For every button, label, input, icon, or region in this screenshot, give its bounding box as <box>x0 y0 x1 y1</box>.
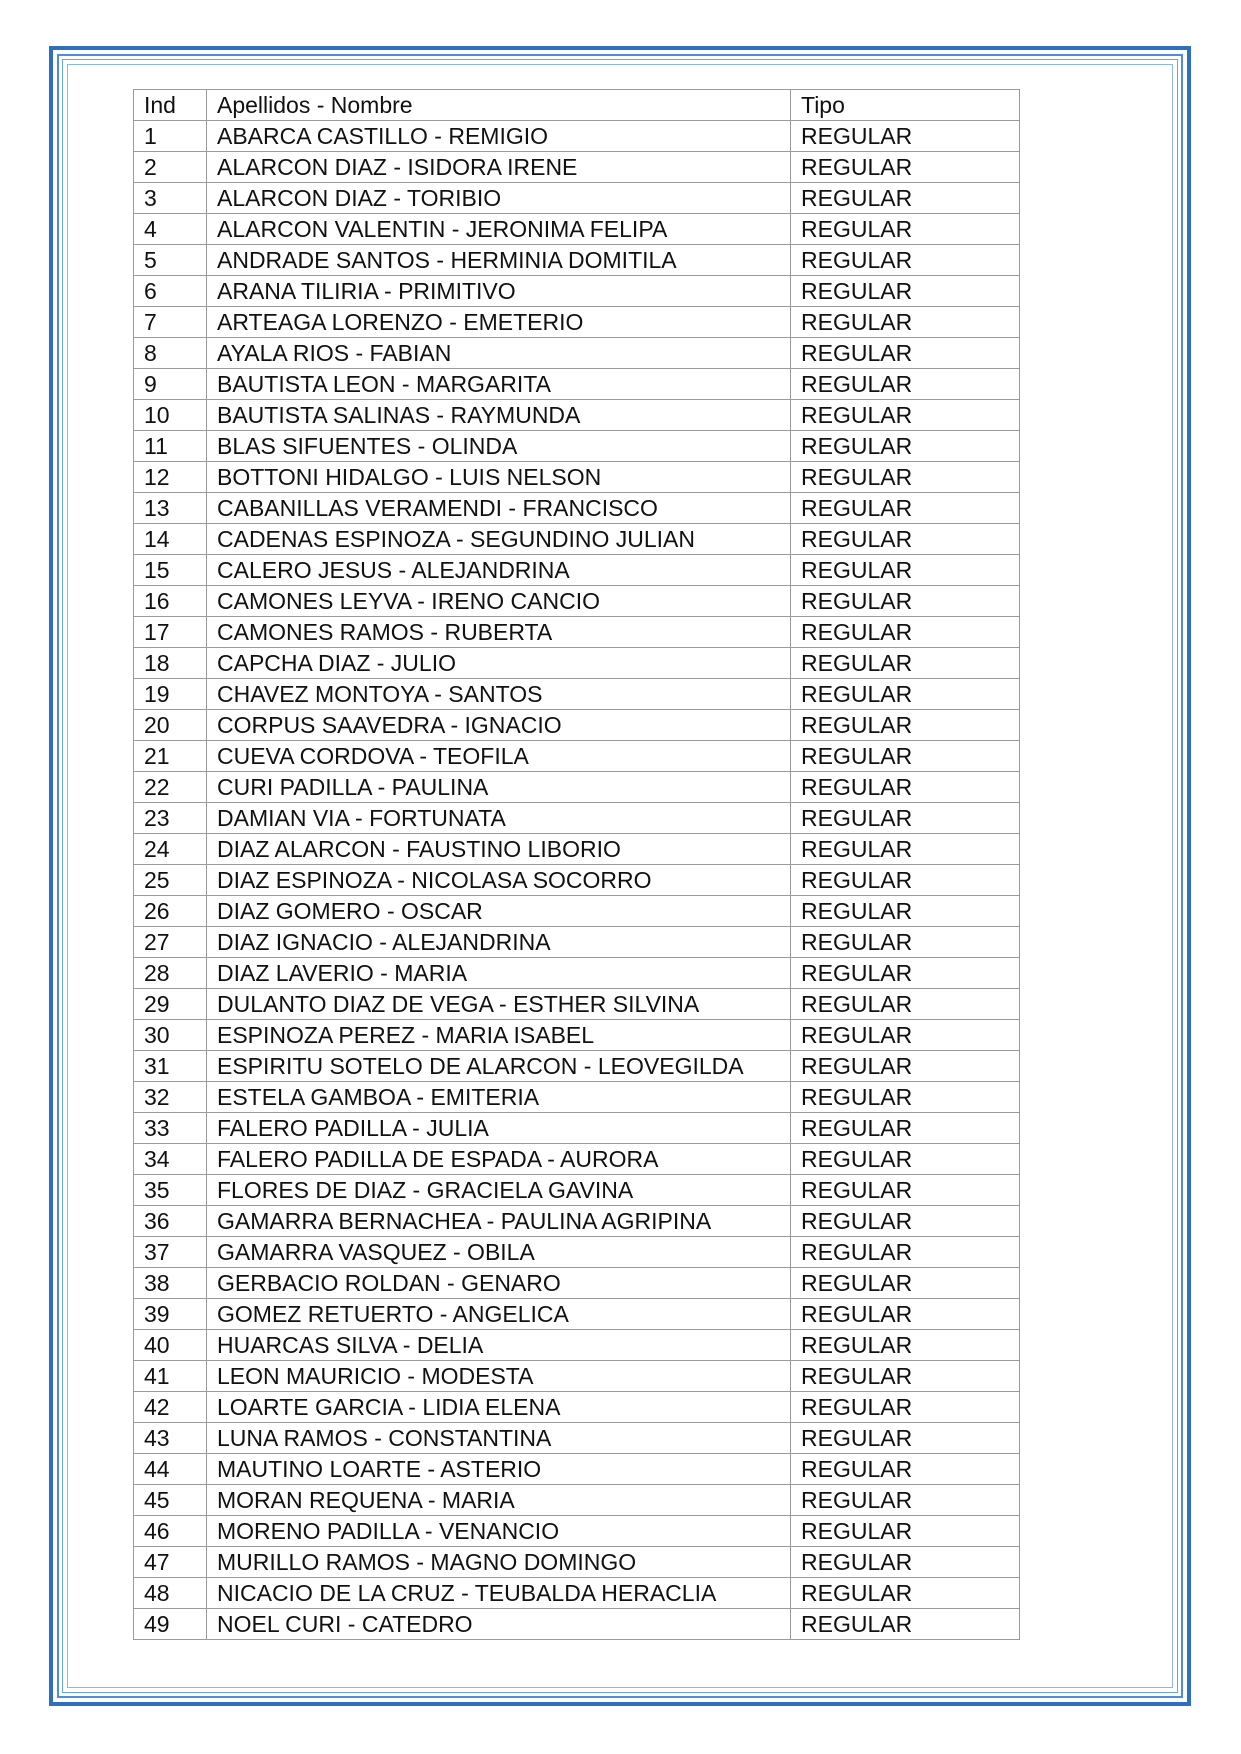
row-tipo: REGULAR <box>791 555 1020 586</box>
row-tipo: REGULAR <box>791 1609 1020 1640</box>
row-index: 42 <box>134 1392 207 1423</box>
row-name: GAMARRA BERNACHEA - PAULINA AGRIPINA <box>207 1206 791 1237</box>
table-row <box>134 400 1020 431</box>
row-name: CALERO JESUS - ALEJANDRINA <box>207 555 791 586</box>
row-name: CAMONES LEYVA - IRENO CANCIO <box>207 586 791 617</box>
row-tipo: REGULAR <box>791 834 1020 865</box>
row-tipo: REGULAR <box>791 245 1020 276</box>
row-tipo: REGULAR <box>791 1330 1020 1361</box>
row-index: 43 <box>134 1423 207 1454</box>
header-tipo: Tipo <box>791 90 1020 121</box>
row-index: 7 <box>134 307 207 338</box>
table-row <box>134 462 1020 493</box>
row-index: 30 <box>134 1020 207 1051</box>
row-tipo: REGULAR <box>791 927 1020 958</box>
table-row <box>134 803 1020 834</box>
table-row <box>134 617 1020 648</box>
table-row <box>134 555 1020 586</box>
row-index: 6 <box>134 276 207 307</box>
row-name: DIAZ LAVERIO - MARIA <box>207 958 791 989</box>
table-row <box>134 1144 1020 1175</box>
row-name: ARTEAGA LORENZO - EMETERIO <box>207 307 791 338</box>
row-name: FLORES DE DIAZ - GRACIELA GAVINA <box>207 1175 791 1206</box>
row-name: MAUTINO LOARTE - ASTERIO <box>207 1454 791 1485</box>
table-row <box>134 1268 1020 1299</box>
row-index: 31 <box>134 1051 207 1082</box>
row-tipo: REGULAR <box>791 679 1020 710</box>
row-name: GERBACIO ROLDAN - GENARO <box>207 1268 791 1299</box>
table-row <box>134 152 1020 183</box>
row-name: BOTTONI HIDALGO - LUIS NELSON <box>207 462 791 493</box>
table-row <box>134 1423 1020 1454</box>
row-name: DIAZ GOMERO - OSCAR <box>207 896 791 927</box>
table-row <box>134 1330 1020 1361</box>
row-name: ALARCON VALENTIN - JERONIMA FELIPA <box>207 214 791 245</box>
table-row <box>134 896 1020 927</box>
row-name: LUNA RAMOS - CONSTANTINA <box>207 1423 791 1454</box>
row-index: 12 <box>134 462 207 493</box>
row-tipo: REGULAR <box>791 1113 1020 1144</box>
table-row <box>134 1547 1020 1578</box>
row-name: ESPINOZA PEREZ - MARIA ISABEL <box>207 1020 791 1051</box>
row-index: 3 <box>134 183 207 214</box>
row-tipo: REGULAR <box>791 1051 1020 1082</box>
row-name: ESPIRITU SOTELO DE ALARCON - LEOVEGILDA <box>207 1051 791 1082</box>
table-row <box>134 1299 1020 1330</box>
row-tipo: REGULAR <box>791 989 1020 1020</box>
row-index: 10 <box>134 400 207 431</box>
table-row <box>134 586 1020 617</box>
row-tipo: REGULAR <box>791 1144 1020 1175</box>
row-index: 13 <box>134 493 207 524</box>
row-name: ARANA TILIRIA - PRIMITIVO <box>207 276 791 307</box>
row-name: DIAZ ALARCON - FAUSTINO LIBORIO <box>207 834 791 865</box>
row-index: 8 <box>134 338 207 369</box>
table-row <box>134 958 1020 989</box>
row-tipo: REGULAR <box>791 586 1020 617</box>
row-tipo: REGULAR <box>791 1206 1020 1237</box>
row-tipo: REGULAR <box>791 524 1020 555</box>
row-index: 35 <box>134 1175 207 1206</box>
row-name: LEON MAURICIO - MODESTA <box>207 1361 791 1392</box>
table-row <box>134 1609 1020 1640</box>
row-name: CHAVEZ MONTOYA - SANTOS <box>207 679 791 710</box>
row-name: BAUTISTA LEON - MARGARITA <box>207 369 791 400</box>
row-index: 2 <box>134 152 207 183</box>
row-tipo: REGULAR <box>791 493 1020 524</box>
row-tipo: REGULAR <box>791 152 1020 183</box>
row-index: 29 <box>134 989 207 1020</box>
row-name: LOARTE GARCIA - LIDIA ELENA <box>207 1392 791 1423</box>
table-header <box>134 90 1020 121</box>
table-row <box>134 1392 1020 1423</box>
row-index: 41 <box>134 1361 207 1392</box>
table-row <box>134 1082 1020 1113</box>
row-tipo: REGULAR <box>791 1392 1020 1423</box>
table-row <box>134 741 1020 772</box>
row-name: CURI PADILLA - PAULINA <box>207 772 791 803</box>
row-index: 28 <box>134 958 207 989</box>
row-tipo: REGULAR <box>791 1299 1020 1330</box>
row-index: 1 <box>134 121 207 152</box>
row-name: ESTELA GAMBOA - EMITERIA <box>207 1082 791 1113</box>
row-index: 44 <box>134 1454 207 1485</box>
table-row <box>134 431 1020 462</box>
row-name: NICACIO DE LA CRUZ - TEUBALDA HERACLIA <box>207 1578 791 1609</box>
row-index: 40 <box>134 1330 207 1361</box>
row-tipo: REGULAR <box>791 1578 1020 1609</box>
row-tipo: REGULAR <box>791 741 1020 772</box>
row-index: 19 <box>134 679 207 710</box>
row-tipo: REGULAR <box>791 1454 1020 1485</box>
row-index: 14 <box>134 524 207 555</box>
row-tipo: REGULAR <box>791 338 1020 369</box>
table-row <box>134 369 1020 400</box>
table-row <box>134 276 1020 307</box>
table-row <box>134 524 1020 555</box>
header-name: Apellidos - Nombre <box>207 90 791 121</box>
row-tipo: REGULAR <box>791 183 1020 214</box>
row-tipo: REGULAR <box>791 276 1020 307</box>
row-index: 9 <box>134 369 207 400</box>
row-index: 16 <box>134 586 207 617</box>
row-tipo: REGULAR <box>791 1175 1020 1206</box>
row-tipo: REGULAR <box>791 1361 1020 1392</box>
row-tipo: REGULAR <box>791 1237 1020 1268</box>
row-name: ALARCON DIAZ - TORIBIO <box>207 183 791 214</box>
row-index: 27 <box>134 927 207 958</box>
row-name: DIAZ ESPINOZA - NICOLASA SOCORRO <box>207 865 791 896</box>
row-tipo: REGULAR <box>791 1547 1020 1578</box>
row-name: CAMONES RAMOS - RUBERTA <box>207 617 791 648</box>
row-index: 47 <box>134 1547 207 1578</box>
row-index: 49 <box>134 1609 207 1640</box>
row-name: HUARCAS SILVA - DELIA <box>207 1330 791 1361</box>
row-tipo: REGULAR <box>791 307 1020 338</box>
row-name: DIAZ IGNACIO - ALEJANDRINA <box>207 927 791 958</box>
row-tipo: REGULAR <box>791 710 1020 741</box>
row-name: GAMARRA VASQUEZ - OBILA <box>207 1237 791 1268</box>
row-index: 26 <box>134 896 207 927</box>
table-row <box>134 245 1020 276</box>
row-index: 15 <box>134 555 207 586</box>
table-row <box>134 865 1020 896</box>
table-row <box>134 772 1020 803</box>
row-tipo: REGULAR <box>791 803 1020 834</box>
row-index: 36 <box>134 1206 207 1237</box>
table-row <box>134 493 1020 524</box>
row-tipo: REGULAR <box>791 1423 1020 1454</box>
header-row <box>134 90 1020 121</box>
row-index: 5 <box>134 245 207 276</box>
table-row <box>134 214 1020 245</box>
row-index: 21 <box>134 741 207 772</box>
header-ind: Ind <box>134 90 207 121</box>
member-table <box>133 89 1020 1640</box>
row-index: 4 <box>134 214 207 245</box>
table-row <box>134 679 1020 710</box>
row-tipo: REGULAR <box>791 648 1020 679</box>
row-tipo: REGULAR <box>791 1516 1020 1547</box>
row-tipo: REGULAR <box>791 865 1020 896</box>
row-name: GOMEZ RETUERTO - ANGELICA <box>207 1299 791 1330</box>
table-row <box>134 121 1020 152</box>
row-tipo: REGULAR <box>791 121 1020 152</box>
row-name: ALARCON DIAZ - ISIDORA IRENE <box>207 152 791 183</box>
row-name: BAUTISTA SALINAS - RAYMUNDA <box>207 400 791 431</box>
row-name: ABARCA CASTILLO - REMIGIO <box>207 121 791 152</box>
row-index: 37 <box>134 1237 207 1268</box>
row-name: CADENAS ESPINOZA - SEGUNDINO JULIAN <box>207 524 791 555</box>
table-row <box>134 1516 1020 1547</box>
row-tipo: REGULAR <box>791 896 1020 927</box>
table-row <box>134 1454 1020 1485</box>
row-index: 25 <box>134 865 207 896</box>
row-index: 17 <box>134 617 207 648</box>
row-name: CUEVA CORDOVA - TEOFILA <box>207 741 791 772</box>
row-index: 24 <box>134 834 207 865</box>
table-row <box>134 1206 1020 1237</box>
row-tipo: REGULAR <box>791 1020 1020 1051</box>
row-tipo: REGULAR <box>791 400 1020 431</box>
row-tipo: REGULAR <box>791 431 1020 462</box>
table-row <box>134 338 1020 369</box>
row-name: FALERO PADILLA DE ESPADA - AURORA <box>207 1144 791 1175</box>
table-row <box>134 1175 1020 1206</box>
row-name: MORENO PADILLA - VENANCIO <box>207 1516 791 1547</box>
row-index: 20 <box>134 710 207 741</box>
row-tipo: REGULAR <box>791 369 1020 400</box>
row-index: 11 <box>134 431 207 462</box>
table-row <box>134 1485 1020 1516</box>
row-tipo: REGULAR <box>791 214 1020 245</box>
row-tipo: REGULAR <box>791 1082 1020 1113</box>
row-index: 38 <box>134 1268 207 1299</box>
row-index: 22 <box>134 772 207 803</box>
row-name: NOEL CURI - CATEDRO <box>207 1609 791 1640</box>
table-row <box>134 183 1020 214</box>
row-name: ANDRADE SANTOS - HERMINIA DOMITILA <box>207 245 791 276</box>
row-name: AYALA RIOS - FABIAN <box>207 338 791 369</box>
table-row <box>134 989 1020 1020</box>
row-name: CAPCHA DIAZ - JULIO <box>207 648 791 679</box>
row-name: DULANTO DIAZ DE VEGA - ESTHER SILVINA <box>207 989 791 1020</box>
table-body <box>134 121 1020 1640</box>
row-tipo: REGULAR <box>791 617 1020 648</box>
row-tipo: REGULAR <box>791 462 1020 493</box>
table-row <box>134 1113 1020 1144</box>
table-row <box>134 834 1020 865</box>
table-row <box>134 1361 1020 1392</box>
table-row <box>134 648 1020 679</box>
row-index: 39 <box>134 1299 207 1330</box>
row-index: 46 <box>134 1516 207 1547</box>
row-name: DAMIAN VIA - FORTUNATA <box>207 803 791 834</box>
row-index: 48 <box>134 1578 207 1609</box>
row-index: 34 <box>134 1144 207 1175</box>
table-row <box>134 1578 1020 1609</box>
row-name: MORAN REQUENA - MARIA <box>207 1485 791 1516</box>
row-index: 23 <box>134 803 207 834</box>
row-tipo: REGULAR <box>791 1268 1020 1299</box>
row-tipo: REGULAR <box>791 958 1020 989</box>
row-name: CABANILLAS VERAMENDI - FRANCISCO <box>207 493 791 524</box>
row-index: 33 <box>134 1113 207 1144</box>
row-index: 45 <box>134 1485 207 1516</box>
row-name: BLAS SIFUENTES - OLINDA <box>207 431 791 462</box>
row-tipo: REGULAR <box>791 1485 1020 1516</box>
row-name: CORPUS SAAVEDRA - IGNACIO <box>207 710 791 741</box>
table-row <box>134 1020 1020 1051</box>
table-row <box>134 927 1020 958</box>
row-name: FALERO PADILLA - JULIA <box>207 1113 791 1144</box>
row-name: MURILLO RAMOS - MAGNO DOMINGO <box>207 1547 791 1578</box>
row-tipo: REGULAR <box>791 772 1020 803</box>
row-index: 32 <box>134 1082 207 1113</box>
table-row <box>134 1051 1020 1082</box>
table-row <box>134 710 1020 741</box>
table-row <box>134 307 1020 338</box>
table-row <box>134 1237 1020 1268</box>
row-index: 18 <box>134 648 207 679</box>
